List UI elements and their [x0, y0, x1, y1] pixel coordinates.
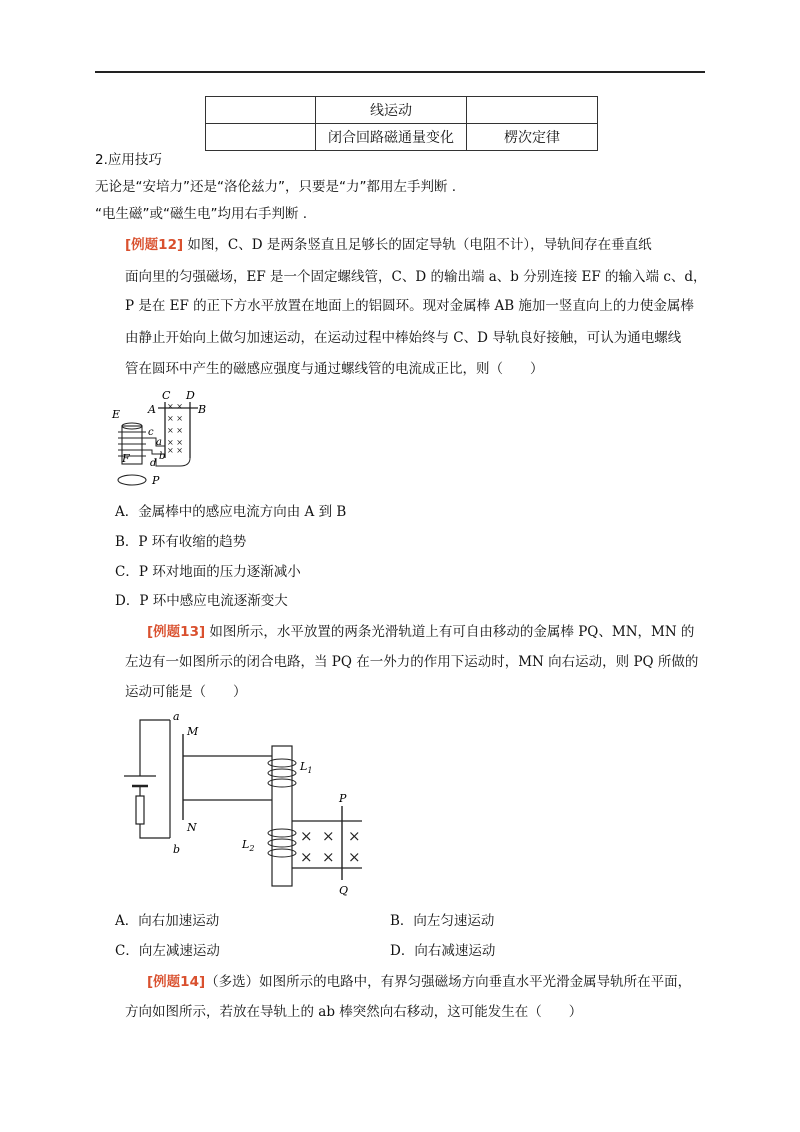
svg-text:×: × [322, 848, 335, 866]
option-C[interactable]: C．向左减速运动 [115, 943, 220, 959]
label-E: E [112, 408, 121, 421]
label-M: M [187, 725, 199, 738]
question-13-line [147, 618, 694, 647]
table-cell: 楞次定律 [467, 124, 598, 151]
section-heading: 2.应用技巧 [95, 152, 162, 168]
table-row [206, 124, 598, 151]
question-14-line: 方向如图所示，若放在导轨上的 ab 棒突然向右移动，这可能发生在（ ） [125, 1004, 583, 1020]
label-L2: $L_2$ [242, 838, 255, 853]
question-12-line: P 是在 EF 的正下方水平放置在地面上的铝圆环。现对金属棒 AB 施加一竖直向上的力使金属棒 [125, 298, 694, 314]
option-D[interactable]: D．向右减速运动 [390, 943, 496, 959]
label-D: D [186, 389, 195, 402]
question-14-tag: [例题14] [147, 974, 206, 990]
table-cell: 线运动 [316, 97, 467, 124]
label-A: A [148, 403, 156, 416]
question-13-figure [110, 708, 370, 898]
label-c: c [148, 427, 154, 438]
svg-text:× ×: × × [167, 438, 183, 447]
label-B: B [198, 403, 207, 416]
question-13-line: 左边有一如图所示的闭合电路，当 PQ 在一外力的作用下运动时，MN 向右运动，则 PQ 所做的 [125, 654, 699, 670]
question-12-text: 如图，C、D 是两条竖直且足够长的固定导轨（电阻不计），导轨间存在垂直纸 [183, 237, 652, 253]
tip-line-2: “电生磁”或“磁生电”均用右手判断 . [95, 206, 308, 222]
label-a: a [173, 710, 180, 723]
question-12-line [125, 231, 715, 260]
label-P: P [152, 474, 160, 487]
question-12-line: 由静止开始向上做匀加速运动，在运动过程中棒始终与 C、D 导轨良好接触，可认为通电螺线 [125, 330, 682, 346]
label-d: d [150, 458, 157, 469]
question-13-line: 运动可能是（ ） [125, 684, 247, 700]
question-12-tag: [例题12] [125, 237, 184, 253]
label-L1: $L_1$ [300, 760, 313, 775]
label-b: b [173, 843, 181, 856]
svg-text:×: × [322, 827, 335, 845]
svg-text:×: × [348, 848, 361, 866]
question-12-line: 面向里的匀强磁场，EF 是一个固定螺线管，C、D 的输出端 a、b 分别连接 EF 的输入端 c、d， [125, 269, 707, 285]
label-P: P [339, 792, 347, 805]
table-cell: 闭合回路磁通量变化 [316, 124, 467, 151]
table-row [206, 97, 598, 124]
label-b: b [159, 451, 166, 462]
label-N: N [187, 821, 197, 834]
table-cell [467, 97, 598, 124]
summary-table [205, 96, 598, 151]
table-cell [206, 97, 316, 124]
label-C: C [162, 389, 171, 402]
label-F: F [122, 452, 130, 465]
label-Q: Q [339, 884, 349, 897]
option-C[interactable]: C．P 环对地面的压力逐渐减小 [115, 564, 301, 580]
svg-text:×: × [300, 827, 313, 845]
question-13-tag: [例题13] [147, 624, 206, 640]
svg-text:× ×: × × [167, 402, 183, 411]
question-12-figure [110, 388, 220, 488]
option-D[interactable]: D．P 环中感应电流逐渐变大 [115, 593, 288, 609]
question-12-line: 管在圆环中产生的磁感应强度与通过螺线管的电流成正比，则（ ） [125, 361, 544, 377]
header-rule [95, 71, 705, 73]
option-A[interactable]: A．金属棒中的感应电流方向由 A 到 B [115, 504, 347, 520]
svg-text:×: × [348, 827, 361, 845]
question-14-text: （多选）如图所示的电路中，有界匀强磁场方向垂直水平光滑金属导轨所在平面， [205, 974, 692, 990]
svg-text:× ×: × × [167, 414, 183, 423]
option-A[interactable]: A．向右加速运动 [115, 913, 220, 929]
svg-text:× ×: × × [167, 426, 183, 435]
label-a: a [156, 437, 162, 448]
svg-text:× ×: × × [167, 446, 183, 455]
question-13-text: 如图所示，水平放置的两条光滑轨道上有可自由移动的金属棒 PQ、MN，MN 的 [205, 624, 695, 640]
option-B[interactable]: B．向左匀速运动 [390, 913, 495, 929]
option-B[interactable]: B．P 环有收缩的趋势 [115, 534, 247, 550]
svg-text:×: × [300, 848, 313, 866]
table-cell [206, 124, 316, 151]
question-14-line [147, 968, 691, 997]
question-12 [125, 231, 715, 260]
tip-line-1: 无论是“安培力”还是“洛伦兹力”，只要是“力”都用左手判断 . [95, 179, 457, 195]
